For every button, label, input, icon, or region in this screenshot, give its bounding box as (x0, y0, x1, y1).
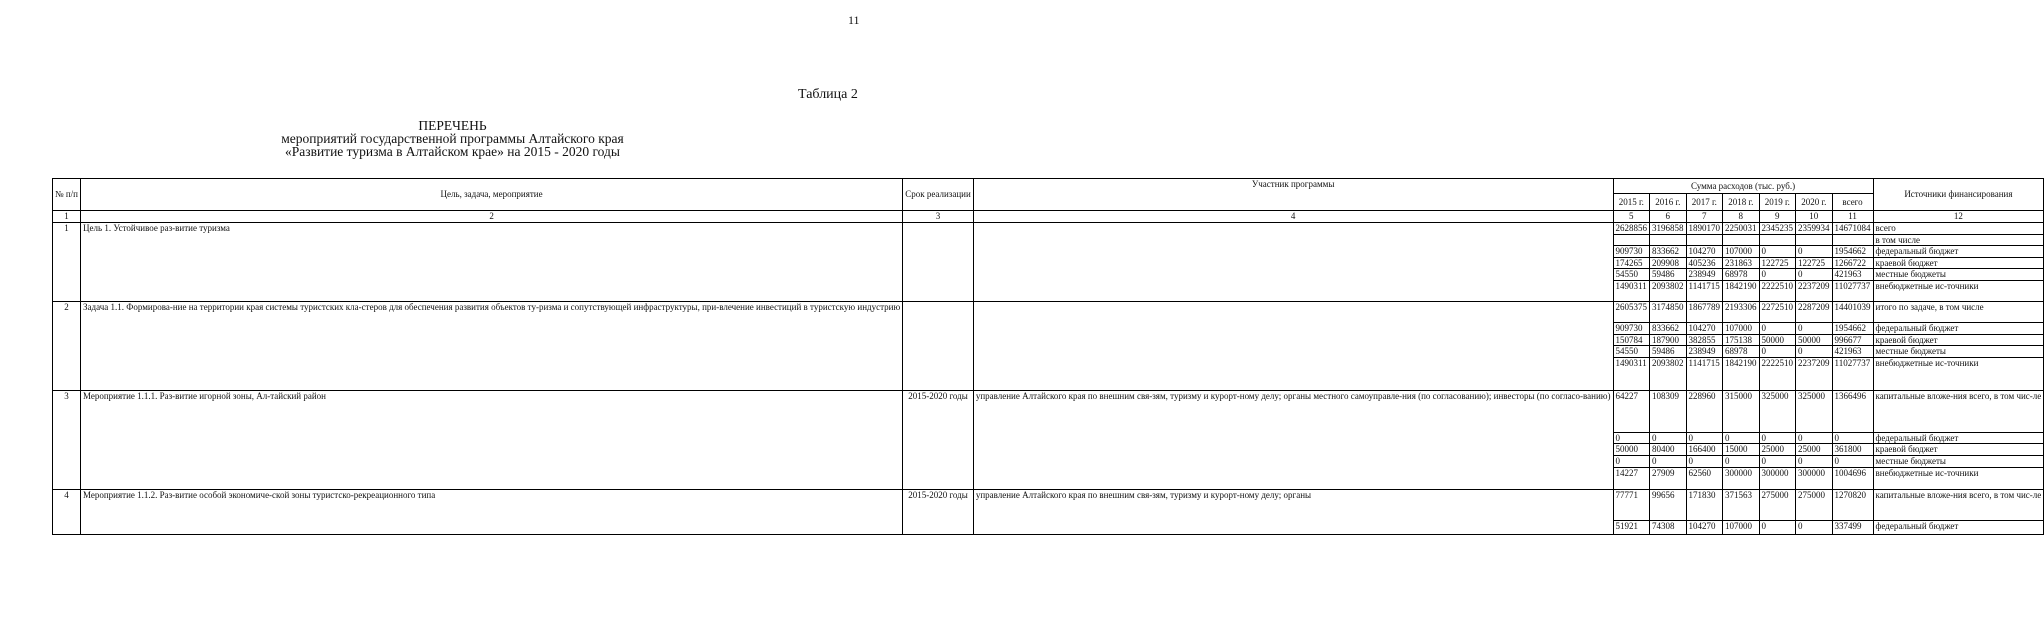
row-goal: Задача 1.1. Формирова-ние на территории края системы туристских кла-стеров для обеспечения развития объектов ту-ризма и сопутствующей инфраструктуры, при-влечение инвестиций в туристскую индустрию (80, 301, 902, 390)
amount-cell: 2272510 (1759, 301, 1796, 322)
row-goal: Цель 1. Устойчивое раз-витие туризма (80, 223, 902, 302)
amount-cell: 59486 (1650, 346, 1687, 358)
header-year: 2019 г. (1759, 194, 1796, 211)
column-index: 3 (903, 211, 974, 223)
amount-cell: 27909 (1650, 467, 1687, 489)
amount-cell: 59486 (1650, 269, 1687, 281)
row-number: 3 (53, 390, 81, 489)
amount-cell: 300000 (1759, 467, 1796, 489)
amount-cell: 209908 (1650, 257, 1687, 269)
amount-cell: 2222510 (1759, 357, 1796, 390)
table-row (53, 301, 2044, 322)
amount-cell: 2237209 (1796, 357, 1833, 390)
amount-cell: 1141715 (1686, 280, 1723, 301)
table-row (53, 489, 2044, 520)
amount-cell: 0 (1650, 455, 1687, 467)
funding-source: капитальные вложе-ния всего, в том чис-ле (1873, 489, 2044, 520)
amount-cell: 238949 (1686, 269, 1723, 281)
funding-source: местные бюджеты (1873, 269, 2044, 281)
row-term (903, 223, 974, 302)
amount-cell: 68978 (1723, 346, 1760, 358)
amount-cell: 1366496 (1832, 390, 1873, 432)
amount-cell: 0 (1796, 269, 1833, 281)
row-goal: Мероприятие 1.1.2. Раз-витие особой экономиче-ской зоны туристско-рекреационного типа (80, 489, 902, 534)
amount-cell: 315000 (1723, 390, 1760, 432)
amount-cell: 325000 (1796, 390, 1833, 432)
column-index: 9 (1759, 211, 1796, 223)
row-participant (973, 301, 1613, 390)
amount-cell: 231863 (1723, 257, 1760, 269)
amount-cell: 104270 (1686, 520, 1723, 534)
amount-cell: 25000 (1759, 444, 1796, 456)
amount-cell (1650, 234, 1687, 246)
amount-cell: 1842190 (1723, 280, 1760, 301)
amount-cell: 3196858 (1650, 223, 1687, 235)
amount-cell: 14227 (1613, 467, 1650, 489)
measures-table (52, 178, 2044, 535)
amount-cell: 300000 (1796, 467, 1833, 489)
amount-cell: 14671084 (1832, 223, 1873, 235)
amount-cell (1723, 234, 1760, 246)
header-goal: Цель, задача, мероприятие (80, 179, 902, 211)
row-term: 2015-2020 годы (903, 489, 974, 534)
amount-cell (1832, 234, 1873, 246)
amount-cell (1796, 234, 1833, 246)
column-index: 7 (1686, 211, 1723, 223)
amount-cell: 0 (1796, 322, 1833, 334)
funding-source: внебюджетные ис-точники (1873, 467, 2044, 489)
row-number: 1 (53, 223, 81, 302)
row-term (903, 301, 974, 390)
funding-source: местные бюджеты (1873, 455, 2044, 467)
funding-source: федеральный бюджет (1873, 322, 2044, 334)
amount-cell: 1842190 (1723, 357, 1760, 390)
amount-cell: 337499 (1832, 520, 1873, 534)
amount-cell: 833662 (1650, 322, 1687, 334)
amount-cell: 175138 (1723, 334, 1760, 346)
header-year: 2016 г. (1650, 194, 1687, 211)
amount-cell: 0 (1796, 346, 1833, 358)
header-year: всего (1832, 194, 1873, 211)
funding-source: внебюджетные ис-точники (1873, 357, 2044, 390)
amount-cell: 0 (1759, 520, 1796, 534)
column-index: 8 (1723, 211, 1760, 223)
funding-source: капитальные вложе-ния всего, в том чис-ле (1873, 390, 2044, 432)
amount-cell: 2605375 (1613, 301, 1650, 322)
amount-cell: 2093802 (1650, 280, 1687, 301)
amount-cell: 228960 (1686, 390, 1723, 432)
amount-cell: 107000 (1723, 246, 1760, 258)
amount-cell: 421963 (1832, 346, 1873, 358)
header-year: 2020 г. (1796, 194, 1833, 211)
amount-cell: 1141715 (1686, 357, 1723, 390)
amount-cell: 122725 (1759, 257, 1796, 269)
column-index: 12 (1873, 211, 2044, 223)
row-term: 2015-2020 годы (903, 390, 974, 489)
funding-source: местные бюджеты (1873, 346, 2044, 358)
amount-cell: 909730 (1613, 246, 1650, 258)
header-sum-group: Сумма расходов (тыс. руб.) (1613, 179, 1873, 194)
table-row (53, 223, 2044, 235)
amount-cell: 382855 (1686, 334, 1723, 346)
amount-cell: 0 (1759, 246, 1796, 258)
column-index: 4 (973, 211, 1613, 223)
amount-cell: 11027737 (1832, 357, 1873, 390)
amount-cell: 0 (1723, 455, 1760, 467)
amount-cell: 80400 (1650, 444, 1687, 456)
amount-cell: 11027737 (1832, 280, 1873, 301)
amount-cell: 1954662 (1832, 246, 1873, 258)
amount-cell: 68978 (1723, 269, 1760, 281)
title-line-2: мероприятий государственной программы Алтайского края (281, 131, 624, 146)
amount-cell: 0 (1796, 246, 1833, 258)
table-row (53, 390, 2044, 432)
amount-cell: 1004696 (1832, 467, 1873, 489)
amount-cell: 107000 (1723, 520, 1760, 534)
amount-cell: 0 (1613, 455, 1650, 467)
header-term: Срок реализации (903, 179, 974, 211)
amount-cell: 275000 (1759, 489, 1796, 520)
amount-cell: 174265 (1613, 257, 1650, 269)
header-num: № п/п (53, 179, 81, 211)
funding-source: внебюджетные ис-точники (1873, 280, 2044, 301)
amount-cell: 2250031 (1723, 223, 1760, 235)
amount-cell: 275000 (1796, 489, 1833, 520)
amount-cell: 300000 (1723, 467, 1760, 489)
amount-cell: 0 (1759, 269, 1796, 281)
header-year: 2015 г. (1613, 194, 1650, 211)
amount-cell: 371563 (1723, 489, 1760, 520)
amount-cell: 833662 (1650, 246, 1687, 258)
header-sources: Источники финансирования (1873, 179, 2044, 211)
amount-cell: 0 (1759, 322, 1796, 334)
amount-cell: 54550 (1613, 269, 1650, 281)
amount-cell: 909730 (1613, 322, 1650, 334)
funding-source: краевой бюджет (1873, 444, 2044, 456)
funding-source: федеральный бюджет (1873, 246, 2044, 258)
amount-cell: 50000 (1613, 444, 1650, 456)
amount-cell: 2222510 (1759, 280, 1796, 301)
column-index: 10 (1796, 211, 1833, 223)
header-year: 2017 г. (1686, 194, 1723, 211)
column-index: 1 (53, 211, 81, 223)
amount-cell: 187900 (1650, 334, 1687, 346)
amount-cell: 405236 (1686, 257, 1723, 269)
amount-cell: 238949 (1686, 346, 1723, 358)
amount-cell: 0 (1759, 455, 1796, 467)
amount-cell: 1867789 (1686, 301, 1723, 322)
amount-cell: 2093802 (1650, 357, 1687, 390)
amount-cell: 2237209 (1796, 280, 1833, 301)
amount-cell: 74308 (1650, 520, 1687, 534)
amount-cell: 14401039 (1832, 301, 1873, 322)
amount-cell: 171830 (1686, 489, 1723, 520)
amount-cell: 50000 (1796, 334, 1833, 346)
amount-cell: 2628856 (1613, 223, 1650, 235)
amount-cell: 107000 (1723, 322, 1760, 334)
amount-cell (1686, 234, 1723, 246)
header-participant: Участник программы (973, 179, 1613, 211)
amount-cell: 51921 (1613, 520, 1650, 534)
amount-cell: 0 (1686, 432, 1723, 444)
amount-cell: 421963 (1832, 269, 1873, 281)
funding-source: федеральный бюджет (1873, 432, 2044, 444)
amount-cell: 54550 (1613, 346, 1650, 358)
amount-cell: 0 (1796, 455, 1833, 467)
amount-cell: 50000 (1759, 334, 1796, 346)
funding-source: краевой бюджет (1873, 257, 2044, 269)
amount-cell: 0 (1832, 455, 1873, 467)
amount-cell: 1490311 (1613, 280, 1650, 301)
row-number: 4 (53, 489, 81, 534)
amount-cell: 996677 (1832, 334, 1873, 346)
amount-cell: 15000 (1723, 444, 1760, 456)
row-number: 2 (53, 301, 81, 390)
title-line-1: ПЕРЕЧЕНЬ (418, 118, 487, 133)
row-goal: Мероприятие 1.1.1. Раз-витие игорной зоны, Ал-тайский район (80, 390, 902, 489)
amount-cell: 0 (1759, 432, 1796, 444)
amount-cell: 62560 (1686, 467, 1723, 489)
amount-cell: 0 (1650, 432, 1687, 444)
amount-cell: 2193306 (1723, 301, 1760, 322)
amount-cell: 0 (1686, 455, 1723, 467)
header-year: 2018 г. (1723, 194, 1760, 211)
row-participant (973, 223, 1613, 302)
column-index: 6 (1650, 211, 1687, 223)
amount-cell: 0 (1723, 432, 1760, 444)
title-line-3: «Развитие туризма в Алтайском крае» на 2015 - 2020 годы (284, 144, 620, 159)
amount-cell: 64227 (1613, 390, 1650, 432)
column-index: 11 (1832, 211, 1873, 223)
amount-cell: 0 (1832, 432, 1873, 444)
amount-cell: 2359934 (1796, 223, 1833, 235)
amount-cell: 25000 (1796, 444, 1833, 456)
row-participant: управление Алтайского края по внешним свя-зям, туризму и курорт-ному делу; органы местного самоуправле-ния (по согласованию); инвесторы (по согласо-ванию) (973, 390, 1613, 489)
amount-cell: 1266722 (1832, 257, 1873, 269)
amount-cell: 99656 (1650, 489, 1687, 520)
amount-cell (1613, 234, 1650, 246)
funding-source: в том числе (1873, 234, 2044, 246)
amount-cell: 108309 (1650, 390, 1687, 432)
amount-cell: 1490311 (1613, 357, 1650, 390)
amount-cell (1759, 234, 1796, 246)
amount-cell: 0 (1796, 432, 1833, 444)
amount-cell: 122725 (1796, 257, 1833, 269)
amount-cell: 3174850 (1650, 301, 1687, 322)
table-label: Таблица 2 (798, 87, 858, 102)
funding-source: всего (1873, 223, 2044, 235)
row-participant: управление Алтайского края по внешним свя-зям, туризму и курорт-ному делу; органы (973, 489, 1613, 534)
document-title (0, 119, 905, 158)
amount-cell: 1954662 (1832, 322, 1873, 334)
amount-cell: 325000 (1759, 390, 1796, 432)
funding-source: федеральный бюджет (1873, 520, 2044, 534)
amount-cell: 2287209 (1796, 301, 1833, 322)
amount-cell: 104270 (1686, 322, 1723, 334)
page-number: 11 (848, 13, 860, 27)
funding-source: итого по задаче, в том числе (1873, 301, 2044, 322)
amount-cell: 2345235 (1759, 223, 1796, 235)
funding-source: краевой бюджет (1873, 334, 2044, 346)
column-index: 2 (80, 211, 902, 223)
amount-cell: 104270 (1686, 246, 1723, 258)
amount-cell: 0 (1759, 346, 1796, 358)
amount-cell: 166400 (1686, 444, 1723, 456)
amount-cell: 77771 (1613, 489, 1650, 520)
column-index: 5 (1613, 211, 1650, 223)
amount-cell: 1270820 (1832, 489, 1873, 520)
amount-cell: 361800 (1832, 444, 1873, 456)
amount-cell: 0 (1796, 520, 1833, 534)
amount-cell: 1890170 (1686, 223, 1723, 235)
amount-cell: 150784 (1613, 334, 1650, 346)
amount-cell: 0 (1613, 432, 1650, 444)
